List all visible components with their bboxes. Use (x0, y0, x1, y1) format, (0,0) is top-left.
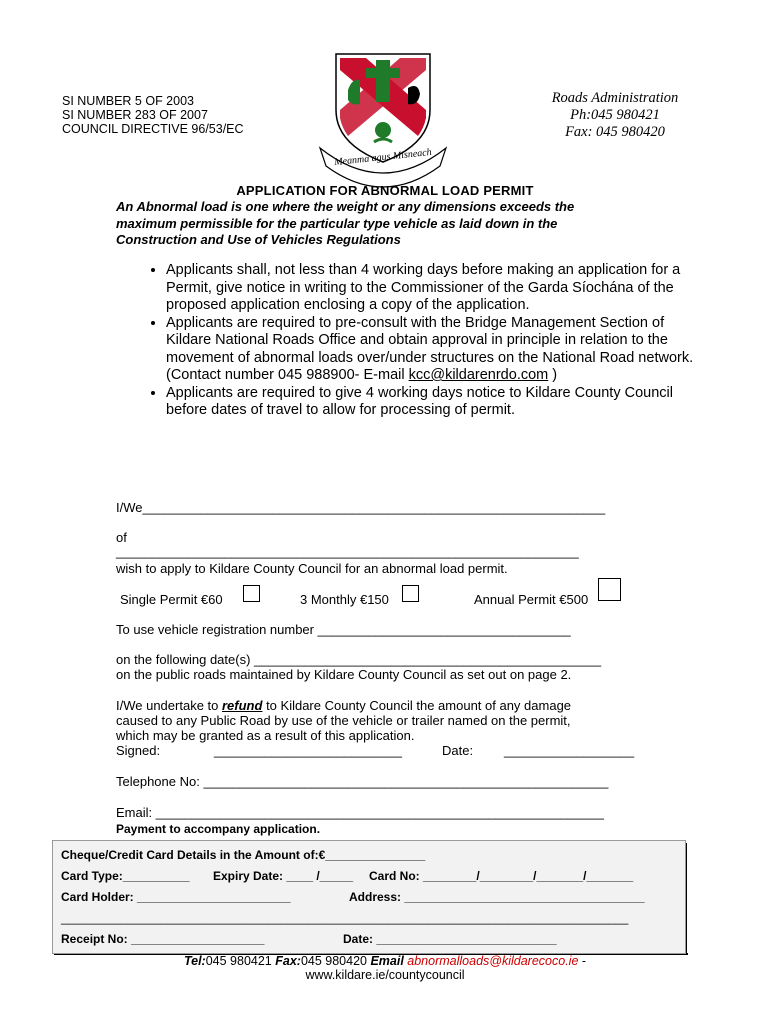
receipt-number-field[interactable]: Receipt No: ____________________ (61, 932, 265, 946)
footer-line-1 (0, 954, 770, 968)
annual-permit-checkbox[interactable] (598, 578, 621, 601)
requirement-garda-notice: • Applicants shall, not less than 4 working days before making an application for a Permit, give notice in writing to the Commissioner of the Garda Síochána of the proposed application enclosing a copy of the application. (166, 262, 706, 315)
bridge-consult-text: Applicants are required to pre-consult with the Bridge Management Section of Kildare National Roads Office and obtain approval in principle in relation to the movement of abnormal loads over/under structures on the National Road network. (166, 314, 694, 366)
footer-contact (0, 954, 770, 982)
card-address-field[interactable]: Address: ____________________________________ (349, 890, 645, 904)
card-address-line-2[interactable]: _____________________________________________________________________________________ (61, 911, 629, 925)
requirement-council-notice: • Applicants are required to give 4 working days notice to Kildare County Council before dates of travel to allow for processing of permit. (166, 385, 706, 420)
of-label: of (116, 530, 127, 545)
si-line-2: SI NUMBER 283 OF 2007 (62, 108, 208, 122)
requirement-bridge-consult (166, 315, 706, 385)
date-field[interactable]: __________________ (504, 743, 635, 758)
monthly-permit-checkbox[interactable] (402, 585, 419, 602)
signature-field[interactable]: __________________________ (214, 743, 402, 758)
si-line-3: COUNCIL DIRECTIVE 96/53/EC (62, 122, 244, 136)
receipt-date-field[interactable]: Date: ___________________________ (343, 932, 557, 946)
payment-note: Payment to accompany application. (116, 822, 321, 836)
contact-prefix: (Contact number 045 988900- E-mail (166, 367, 409, 383)
applicant-address-field[interactable]: ________________________________________________________________ (116, 544, 579, 559)
payment-details-box (52, 840, 686, 954)
card-number-field[interactable]: Card No: ________/________/_______/_______ (369, 869, 634, 883)
card-holder-field[interactable]: Card Holder: _______________________ (61, 890, 291, 904)
card-type-field[interactable]: Card Type:__________ (61, 869, 190, 883)
footer-email-link[interactable]: abnormalloads@kildarecoco.ie (407, 954, 579, 968)
annual-permit-label: Annual Permit €500 (474, 592, 589, 607)
single-permit-label: Single Permit €60 (120, 592, 223, 607)
requirements-list (120, 262, 706, 420)
roads-phone: Ph:045 980421 (570, 107, 660, 123)
monthly-permit-label: 3 Monthly €150 (300, 592, 389, 607)
footer-tel-label: Tel: (183, 954, 206, 968)
single-permit-checkbox[interactable] (243, 585, 260, 602)
roads-line-1: Roads Administration (551, 90, 679, 106)
footer-dash: - (578, 954, 587, 968)
signed-label: Signed: (116, 743, 161, 758)
footer-email-label: Email (370, 954, 408, 968)
intro-definition: An Abnormal load is one where the weight or any dimensions exceeds the maximum permissible for the particular type vehicle as laid down in the Construction and Use of Vehicles Regulations (116, 199, 575, 247)
page-title: APPLICATION FOR ABNORMAL LOAD PERMIT (236, 183, 534, 198)
undertake-prefix: I/We undertake to (116, 698, 222, 713)
undertake-suffix: to Kildare County Council the amount of any damage (262, 698, 572, 713)
footer-fax-label: Fax: (275, 954, 301, 968)
si-line-1: SI NUMBER 5 OF 2003 (62, 94, 194, 108)
footer-website-link[interactable]: www.kildare.ie/countycouncil (305, 968, 465, 982)
email-field[interactable]: Email: ______________________________________________________________ (116, 805, 604, 820)
telephone-field[interactable]: Telephone No: ________________________________________________________ (116, 774, 609, 789)
crest-motto: Meanma agus Misneach (333, 146, 433, 169)
undertaking-line-3: which may be granted as a result of this application. (116, 728, 415, 743)
county-crest-logo (308, 48, 458, 188)
travel-dates-field[interactable]: on the following date(s) ________________________________________________ (116, 652, 602, 667)
expiry-date-field[interactable]: Expiry Date: ____ /_____ (213, 869, 354, 883)
footer-tel: 045 980421 (205, 954, 276, 968)
roads-fax: Fax: 045 980420 (565, 124, 665, 140)
footer-fax: 045 980420 (300, 954, 371, 968)
roads-administration-contact (520, 90, 710, 141)
contact-email-link[interactable]: kcc@kildarenrdo.com (408, 367, 549, 383)
undertaking-line-1 (116, 698, 571, 713)
applicant-name-field[interactable]: I/We________________________________________________________________ (116, 500, 606, 515)
si-references (62, 94, 244, 136)
public-roads-text: on the public roads maintained by Kildare County Council as set out on page 2. (116, 667, 572, 682)
amount-field[interactable]: Cheque/Credit Card Details in the Amount of:€_______________ (61, 848, 426, 862)
refund-emphasis: refund (222, 698, 263, 713)
contact-suffix: ) (548, 367, 558, 383)
vehicle-registration-field[interactable]: To use vehicle registration number ___________________________________ (116, 622, 571, 637)
wish-to-apply-text: wish to apply to Kildare County Council for an abnormal load permit. (116, 561, 508, 576)
undertaking-line-2: caused to any Public Road by use of the vehicle or trailer named on the permit, (116, 713, 571, 728)
date-label: Date: (442, 743, 474, 758)
